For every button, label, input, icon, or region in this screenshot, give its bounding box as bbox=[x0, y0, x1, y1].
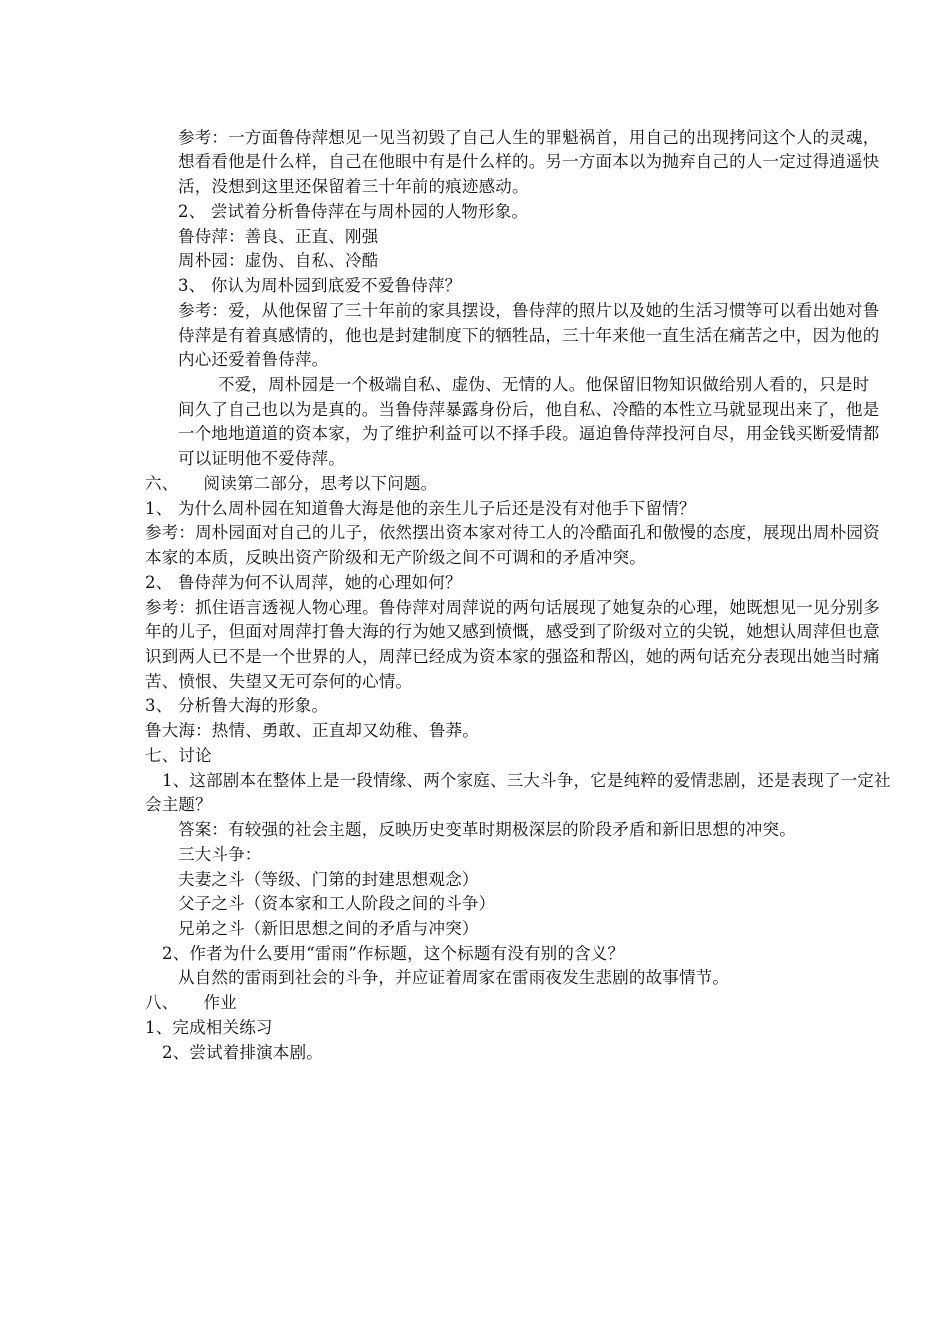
text-line: 年的儿子，但面对周萍打鲁大海的行为她又感到愤慨，感受到了阶级对立的尖锐，她想认周萍但也意 bbox=[145, 622, 880, 641]
text-line: 三大斗争： bbox=[178, 845, 262, 864]
text-line: 可以证明他不爱侍萍。 bbox=[178, 449, 345, 468]
text-line: 1、 为什么周朴园在知道鲁大海是他的亲生儿子后还是没有对他手下留情？ bbox=[145, 499, 696, 518]
text-line: 鲁侍萍：善良、正直、刚强 bbox=[178, 227, 379, 246]
text-line: 2、尝试着排演本剧。 bbox=[162, 1043, 323, 1062]
section-heading: 七、讨论 bbox=[145, 746, 212, 765]
text-line: 苦、愤恨、失望又无可奈何的心情。 bbox=[145, 672, 413, 691]
text-line: 3、 你认为周朴园到底爱不爱鲁侍萍？ bbox=[178, 276, 462, 295]
text-line: 2、 鲁侍萍为何不认周萍，她的心理如何？ bbox=[145, 573, 462, 592]
text-line: 参考：抓住语言透视人物心理。鲁侍萍对周萍说的两句话展现了她复杂的心理，她既想见一见分别多 bbox=[145, 598, 880, 617]
text-line: 间久了自己也以为是真的。当鲁侍萍暴露身份后，他自私、冷酷的本性立马就显现出来了，他是 bbox=[178, 400, 880, 419]
text-line: 从自然的雷雨到社会的斗争，并应证着周家在雷雨夜发生悲剧的故事情节。 bbox=[178, 968, 730, 987]
text-line: 一个地地道道的资本家，为了维护利益可以不择手段。逼迫鲁侍萍投河自尽，用金钱买断爱情都 bbox=[178, 424, 880, 443]
text-line: 1、这部剧本在整体上是一段情缘、两个家庭、三大斗争，它是纯粹的爱情悲剧，还是表现了一定社 bbox=[162, 771, 891, 790]
text-line: 本家的本质，反映出资产阶级和无产阶级之间不可调和的矛盾冲突。 bbox=[145, 548, 646, 567]
text-line: 侍萍是有着真感情的，他也是封建制度下的牺牲品，三十年来他一直生活在痛苦之中，因为他的 bbox=[178, 326, 880, 345]
text-line: 活，没想到这里还保留着三十年前的痕迹感动。 bbox=[178, 177, 529, 196]
text-line: 兄弟之斗（新旧思想之间的矛盾与冲突） bbox=[178, 919, 479, 938]
text-line: 答案：有较强的社会主题，反映历史变革时期极深层的阶段矛盾和新旧思想的冲突。 bbox=[178, 820, 796, 839]
text-line: 参考：爱，从他保留了三十年前的家具摆设，鲁侍萍的照片以及她的生活习惯等可以看出她对鲁 bbox=[178, 301, 880, 320]
text-line: 夫妻之斗（等级、门第的封建思想观念） bbox=[178, 870, 479, 889]
text-line: 不爱，周朴园是一个极端自私、虚伪、无情的人。他保留旧物知识做给别人看的，只是时 bbox=[218, 375, 870, 394]
text-line: 鲁大海：热情、勇敢、正直却又幼稚、鲁莽。 bbox=[145, 721, 479, 740]
text-line: 参考：一方面鲁侍萍想见一见当初毁了自己人生的罪魁祸首，用自己的出现拷问这个人的灵魂， bbox=[178, 128, 880, 147]
text-line: 会主题？ bbox=[145, 795, 212, 814]
text-line: 周朴园：虚伪、自私、冷酷 bbox=[178, 251, 379, 270]
text-line: 2、作者为什么要用“雷雨”作标题，这个标题有没有别的含义？ bbox=[162, 944, 625, 963]
section-heading: 八、 作业 bbox=[145, 993, 237, 1012]
text-line: 识到两人已不是一个世界的人，周萍已经成为资本家的强盗和帮凶，她的两句话充分表现出她当时痛 bbox=[145, 647, 880, 666]
text-line: 2、 尝试着分析鲁侍萍在与周朴园的人物形象。 bbox=[178, 202, 529, 221]
text-line: 父子之斗（资本家和工人阶段之间的斗争） bbox=[178, 894, 496, 913]
text-line: 内心还爱着鲁侍萍。 bbox=[178, 350, 329, 369]
text-line: 想看看他是什么样，自己在他眼中有是什么样的。另一方面本以为抛弃自己的人一定过得逍遥快 bbox=[178, 152, 880, 171]
text-line: 3、 分析鲁大海的形象。 bbox=[145, 696, 329, 715]
section-heading: 六、 阅读第二部分，思考以下问题。 bbox=[145, 474, 438, 493]
text-line: 参考：周朴园面对自己的儿子，依然摆出资本家对待工人的冷酷面孔和傲慢的态度，展现出周朴园资 bbox=[145, 523, 880, 542]
text-line: 1、完成相关练习 bbox=[145, 1018, 273, 1037]
